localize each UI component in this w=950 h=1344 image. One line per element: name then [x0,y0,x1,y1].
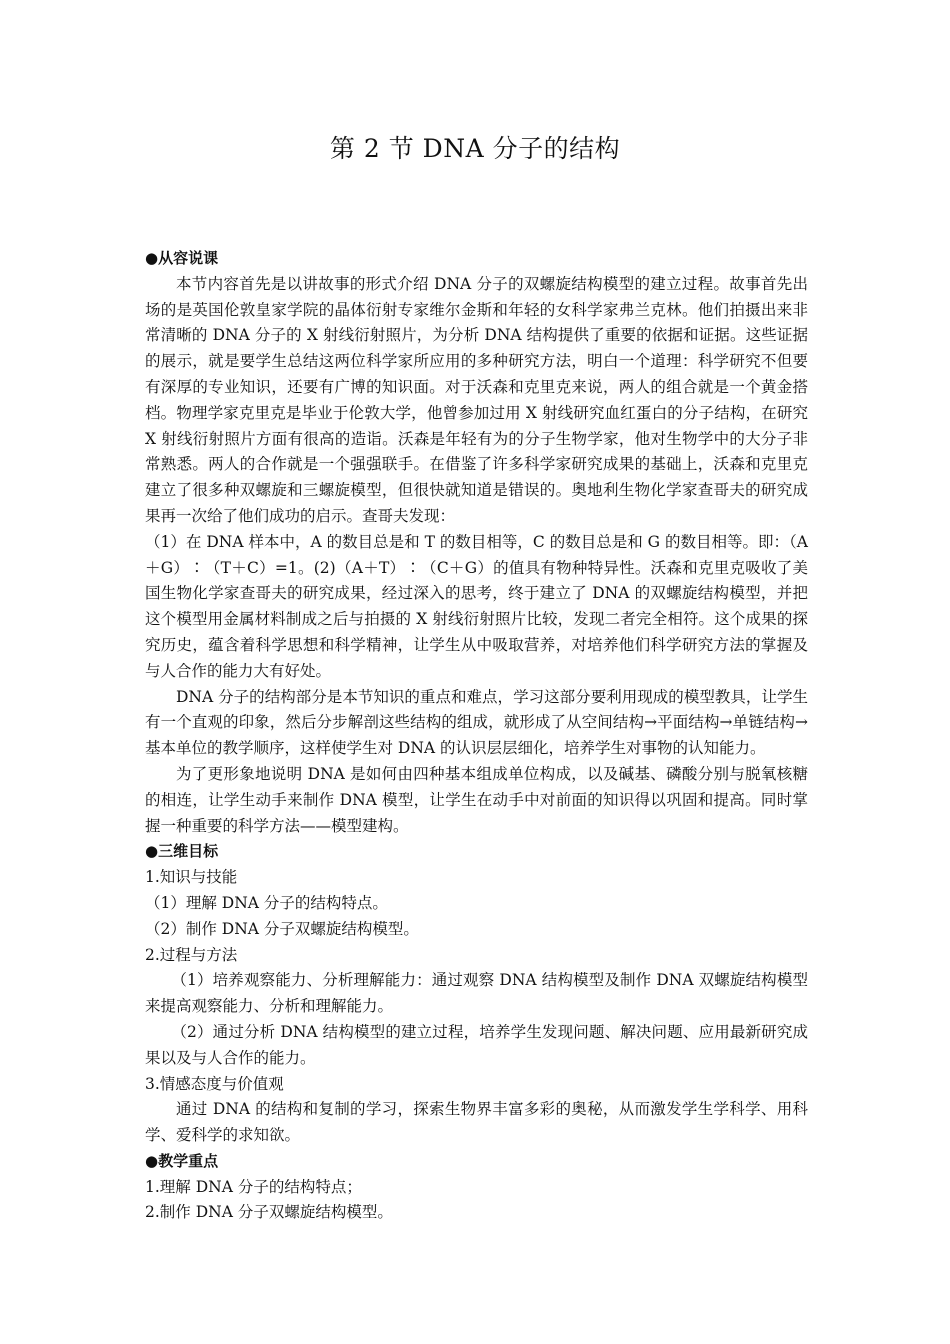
document-body [145,246,808,1226]
section-heading-goals: ●三维目标 [145,842,219,861]
intro-paragraph-1: 本节内容首先是以讲故事的形式介绍 DNA 分子的双螺旋结构模型的建立过程。故事首先出场的是英国伦敦皇家学院的晶体衍射专家维尔金斯和年轻的女科学家弗兰克林。他们拍摄出来非常清晰的 DNA 分子的 X 射线衍射照片，为分析 DNA 结构提供了重要的依据和证据。这些证据的展示，就是要学生总结这两位科学家所应用的多种研究方法，明白一个道理：科学研究不但要有深厚的专业知识，还要有广博的知识面。对于沃森和克里克来说，两人的组合就是一个黄金搭档。物理学家克里克是毕业于伦敦大学，他曾参加过用 X 射线研究血红蛋白的分子结构，在研究 X 射线衍射照片方面有很高的造诣。沃森是年轻有为的分子生物学家，他对生物学中的大分子非常熟悉。两人的合作就是一个强强联手。在借鉴了许多科学家研究成果的基础上，沃森和克里克建立了很多种双螺旋和三螺旋模型，但很快就知道是错误的。奥地利生物化学家查哥夫的研究成果再一次给了他们成功的启示。查哥夫发现： [145,274,808,525]
focus-item: 2.制作 DNA 分子双螺旋结构模型。 [145,1203,393,1222]
intro-paragraph-4: 为了更形象地说明 DNA 是如何由四种基本组成单位构成，以及碱基、磷酸分别与脱氧核糖的相连，让学生动手来制作 DNA 模型，让学生在动手中对前面的知识得以巩固和提高。同时掌握一种重要的科学方法——模型建构。 [145,764,808,835]
goal-2-item: （1）培养观察能力、分析理解能力：通过观察 DNA 结构模型及制作 DNA 双螺旋结构模型来提高观察能力、分析和理解能力。 [145,971,808,1016]
focus-item: 1.理解 DNA 分子的结构特点； [145,1177,362,1196]
goal-1-item: （1）理解 DNA 分子的结构特点。 [145,893,388,912]
goal-2-item: （2）通过分析 DNA 结构模型的建立过程，培养学生发现问题、解决问题、应用最新研究成果以及与人合作的能力。 [145,1022,808,1067]
section-heading-focus: ●教学重点 [145,1151,219,1170]
section-heading-intro: ●从容说课 [145,249,219,267]
intro-paragraph-3: DNA 分子的结构部分是本节知识的重点和难点，学习这部分要利用现成的模型教具，让学生有一个直观的印象，然后分步解剖这些结构的组成，就形成了从空间结构→平面结构→单链结构→基本单位的教学顺序，这样使学生对 DNA 的认识层层细化，培养学生对事物的认知能力。 [145,687,808,758]
goal-1-title: 1.知识与技能 [145,868,238,887]
goal-1-item: （2）制作 DNA 分子双螺旋结构模型。 [145,919,419,938]
goal-3-title: 3.情感态度与价值观 [145,1074,284,1093]
goal-2-title: 2.过程与方法 [145,945,238,964]
goal-3-text: 通过 DNA 的结构和复制的学习，探索生物界丰富多彩的奥秘，从而激发学生学科学、用科学、爱科学的求知欲。 [145,1100,808,1145]
intro-paragraph-2: （1）在 DNA 样本中，A 的数目总是和 T 的数目相等，C 的数目总是和 G 的数目相等。即：（A＋G）∶（T＋C）=1。(2)（A＋T）∶（C＋G）的值具有物种特异性。沃森和克里克吸收了美国生物化学家查哥夫的研究成果，经过深入的思考，终于建立了 DNA 的双螺旋结构模型，并把这个模型用金属材料制成之后与拍摄的 X 射线衍射照片比较，发现二者完全相符。这个成果的探究历史，蕴含着科学思想和科学精神，让学生从中吸取营养，对培养他们科学研究方法的掌握及与人合作的能力大有好处。 [145,532,808,680]
document-title: 第 2 节 DNA 分子的结构 [329,134,621,163]
